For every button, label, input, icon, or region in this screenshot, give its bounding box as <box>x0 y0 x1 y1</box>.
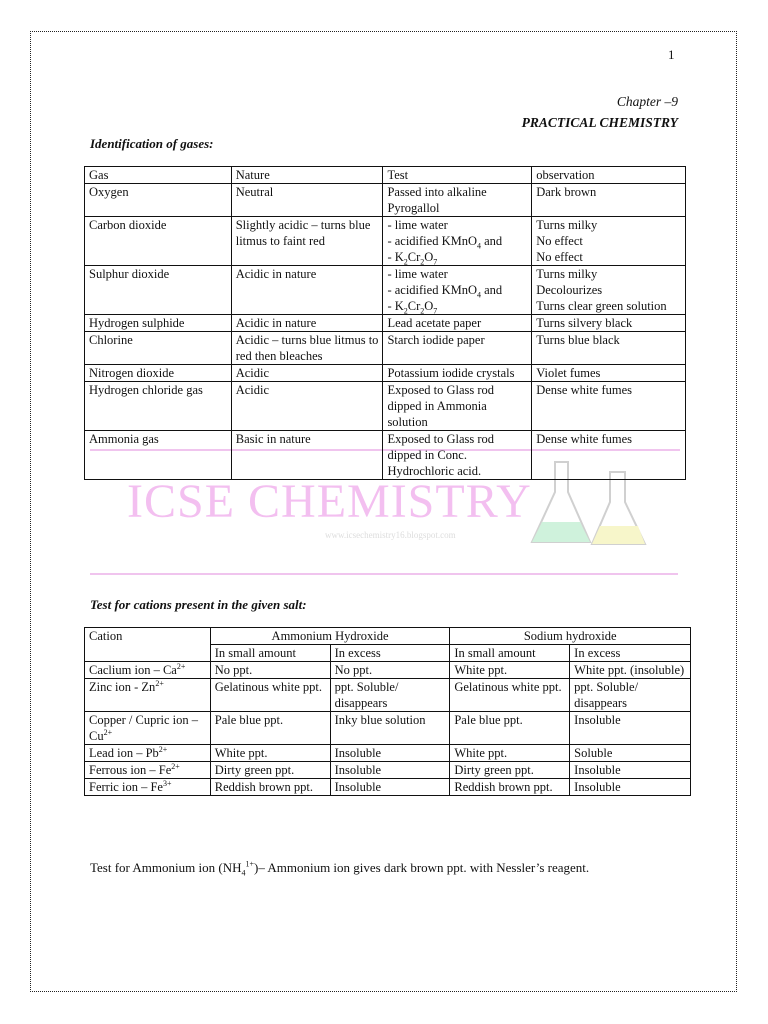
gas-cell: Ammonia gas <box>85 431 232 480</box>
gases-table <box>84 166 686 480</box>
result-cell: Gelatinous white ppt. <box>210 679 330 712</box>
result-cell: Reddish brown ppt. <box>450 779 570 796</box>
table-row <box>85 431 686 480</box>
nature-cell: Acidic <box>231 382 383 431</box>
header-cell: Test <box>383 167 532 184</box>
obs-line: Turns milky <box>536 267 598 281</box>
header-cell: Cation <box>85 628 211 662</box>
test-cell <box>383 217 532 266</box>
obs-line: No effect <box>536 234 583 248</box>
nature-cell: Acidic in nature <box>231 315 383 332</box>
table-row <box>85 266 686 315</box>
result-cell: Gelatinous white ppt. <box>450 679 570 712</box>
subheader-cell: In excess <box>330 645 450 662</box>
result-cell: Inky blue solution <box>330 712 450 745</box>
cation-cell: Ferric ion – $Fe^{3+}$ <box>85 779 211 796</box>
table-row <box>85 712 691 745</box>
table-row <box>85 217 686 266</box>
result-cell: Insoluble <box>330 762 450 779</box>
observation-cell: Turns silvery black <box>532 315 686 332</box>
cation-cell: Caclium ion – $Ca^{2+}$ <box>85 662 211 679</box>
watermark-text: ICSE CHEMISTRY <box>127 475 532 528</box>
result-cell: White ppt. (insoluble) <box>570 662 691 679</box>
nature-cell: Neutral <box>231 184 383 217</box>
group-header-sodium: Sodium hydroxide <box>450 628 691 645</box>
result-cell: Insoluble <box>330 745 450 762</box>
test-cell: Passed into alkaline Pyrogallol <box>383 184 532 217</box>
header-cell: observation <box>532 167 686 184</box>
result-cell: White ppt. <box>450 745 570 762</box>
table-row <box>85 679 691 712</box>
result-cell: ppt. Soluble/ disappears <box>570 679 691 712</box>
table-row <box>85 365 686 382</box>
test-line: - lime water <box>387 267 448 281</box>
nature-cell: Acidic <box>231 365 383 382</box>
header-cell: Gas <box>85 167 232 184</box>
observation-cell <box>532 217 686 266</box>
result-cell: Insoluble <box>330 779 450 796</box>
obs-line: No effect <box>536 250 583 264</box>
cation-cell: Ferrous ion – $Fe^{2+}$ <box>85 762 211 779</box>
obs-line: Decolourizes <box>536 283 603 297</box>
test-cell: Potassium iodide crystals <box>383 365 532 382</box>
test-line: - acidified KMnO$_4$ and <box>387 283 503 300</box>
obs-line: Turns milky <box>536 218 598 232</box>
obs-line: Turns clear green solution <box>536 299 667 313</box>
gases-heading: Identification of gases: <box>90 136 214 151</box>
table-header-row <box>85 628 691 645</box>
chapter-label: Chapter –9 <box>616 94 678 109</box>
cations-table <box>84 627 691 796</box>
table-row <box>85 762 691 779</box>
test-cell: Lead acetate paper <box>383 315 532 332</box>
result-cell: No ppt. <box>210 662 330 679</box>
table-row <box>85 662 691 679</box>
gas-cell: Carbon dioxide <box>85 217 232 266</box>
gas-cell: Chlorine <box>85 332 232 365</box>
observation-cell <box>532 266 686 315</box>
result-cell: Insoluble <box>570 712 691 745</box>
gas-cell: Sulphur dioxide <box>85 266 232 315</box>
table-row <box>85 779 691 796</box>
table-row <box>85 184 686 217</box>
result-cell: No ppt. <box>330 662 450 679</box>
table-header-row <box>85 167 686 184</box>
gas-cell: Hydrogen sulphide <box>85 315 232 332</box>
cation-cell: Copper / Cupric ion – $Cu^{2+}$ <box>85 712 211 745</box>
cation-cell: Zinc ion - $Zn^{2+}$ <box>85 679 211 712</box>
observation-cell: Turns blue black <box>532 332 686 365</box>
test-line: - $K_2Cr_2O_7$ <box>387 250 438 267</box>
result-cell: Insoluble <box>570 779 691 796</box>
page-title: PRACTICAL CHEMISTRY <box>521 115 678 130</box>
header-cell: Nature <box>231 167 383 184</box>
nature-cell: Acidic – turns blue litmus to red then bleaches <box>231 332 383 365</box>
watermark-url: www.icsechemistry16.blogspot.com <box>325 530 456 540</box>
page-number: 1 <box>668 47 675 62</box>
table-row <box>85 382 686 431</box>
result-cell: White ppt. <box>210 745 330 762</box>
nature-cell: Slightly acidic – turns blue litmus to faint red <box>231 217 383 266</box>
observation-cell: Dense white fumes <box>532 382 686 431</box>
gas-cell: Hydrogen chloride gas <box>85 382 232 431</box>
result-cell: ppt. Soluble/ disappears <box>330 679 450 712</box>
nature-cell: Acidic in nature <box>231 266 383 315</box>
cation-cell: Lead ion – $Pb^{2+}$ <box>85 745 211 762</box>
observation-cell: Violet fumes <box>532 365 686 382</box>
nature-cell: Basic in nature <box>231 431 383 480</box>
group-header-ammonium: Ammonium Hydroxide <box>210 628 450 645</box>
test-cell <box>383 266 532 315</box>
subheader-cell: In small amount <box>210 645 330 662</box>
result-cell: Insoluble <box>570 762 691 779</box>
result-cell: White ppt. <box>450 662 570 679</box>
watermark-line-bottom <box>90 573 678 575</box>
result-cell: Dirty green ppt. <box>450 762 570 779</box>
result-cell: Dirty green ppt. <box>210 762 330 779</box>
cations-heading: Test for cations present in the given salt: <box>90 597 307 612</box>
result-cell: Reddish brown ppt. <box>210 779 330 796</box>
gas-cell: Nitrogen dioxide <box>85 365 232 382</box>
test-line: - acidified KMnO$_4$ and <box>387 234 503 251</box>
result-cell: Soluble <box>570 745 691 762</box>
test-line: - $K_2Cr_2O_7$ <box>387 299 438 316</box>
ammonium-test-note: Test for Ammonium ion $(NH_4^{1+})-$ Ammonium ion gives dark brown ppt. with Nessler’s reagent. <box>90 859 590 878</box>
result-cell: Pale blue ppt. <box>210 712 330 745</box>
subheader-cell: In small amount <box>450 645 570 662</box>
subheader-cell: In excess <box>570 645 691 662</box>
test-cell: Exposed to Glass rod dipped in Conc. Hydrochloric acid. <box>383 431 532 480</box>
result-cell: Pale blue ppt. <box>450 712 570 745</box>
table-row <box>85 745 691 762</box>
observation-cell: Dark brown <box>532 184 686 217</box>
test-cell: Exposed to Glass rod dipped in Ammonia solution <box>383 382 532 431</box>
table-row <box>85 315 686 332</box>
observation-cell: Dense white fumes <box>532 431 686 480</box>
table-row <box>85 332 686 365</box>
gas-cell: Oxygen <box>85 184 232 217</box>
test-cell: Starch iodide paper <box>383 332 532 365</box>
test-line: - lime water <box>387 218 448 232</box>
